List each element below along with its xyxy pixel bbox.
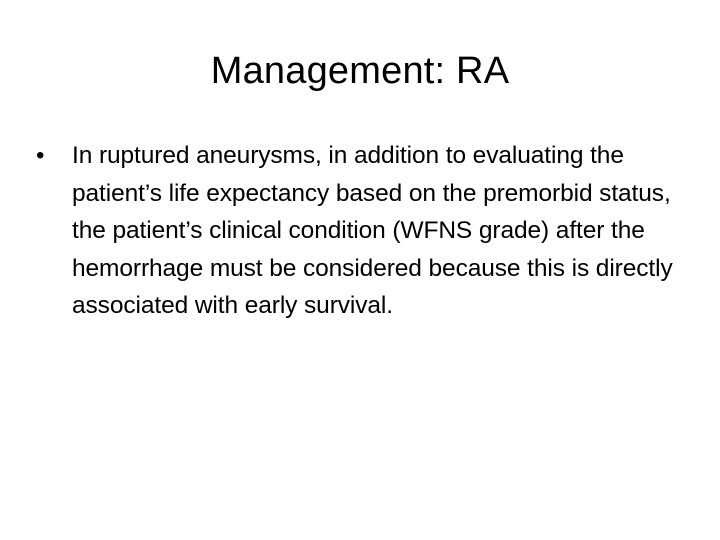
bullet-text: In ruptured aneurysms, in addition to evaluating the patient’s life expectancy based on the premorbid status, the patient’s clinical condition (WFNS grade) after the hemorrhage must be considered because this is directly associated with early survival. <box>72 142 673 319</box>
slide-title: Management: RA <box>210 50 510 92</box>
bullet-marker: • <box>36 142 45 169</box>
bullet-item <box>36 137 696 325</box>
bullet-list <box>36 137 696 325</box>
